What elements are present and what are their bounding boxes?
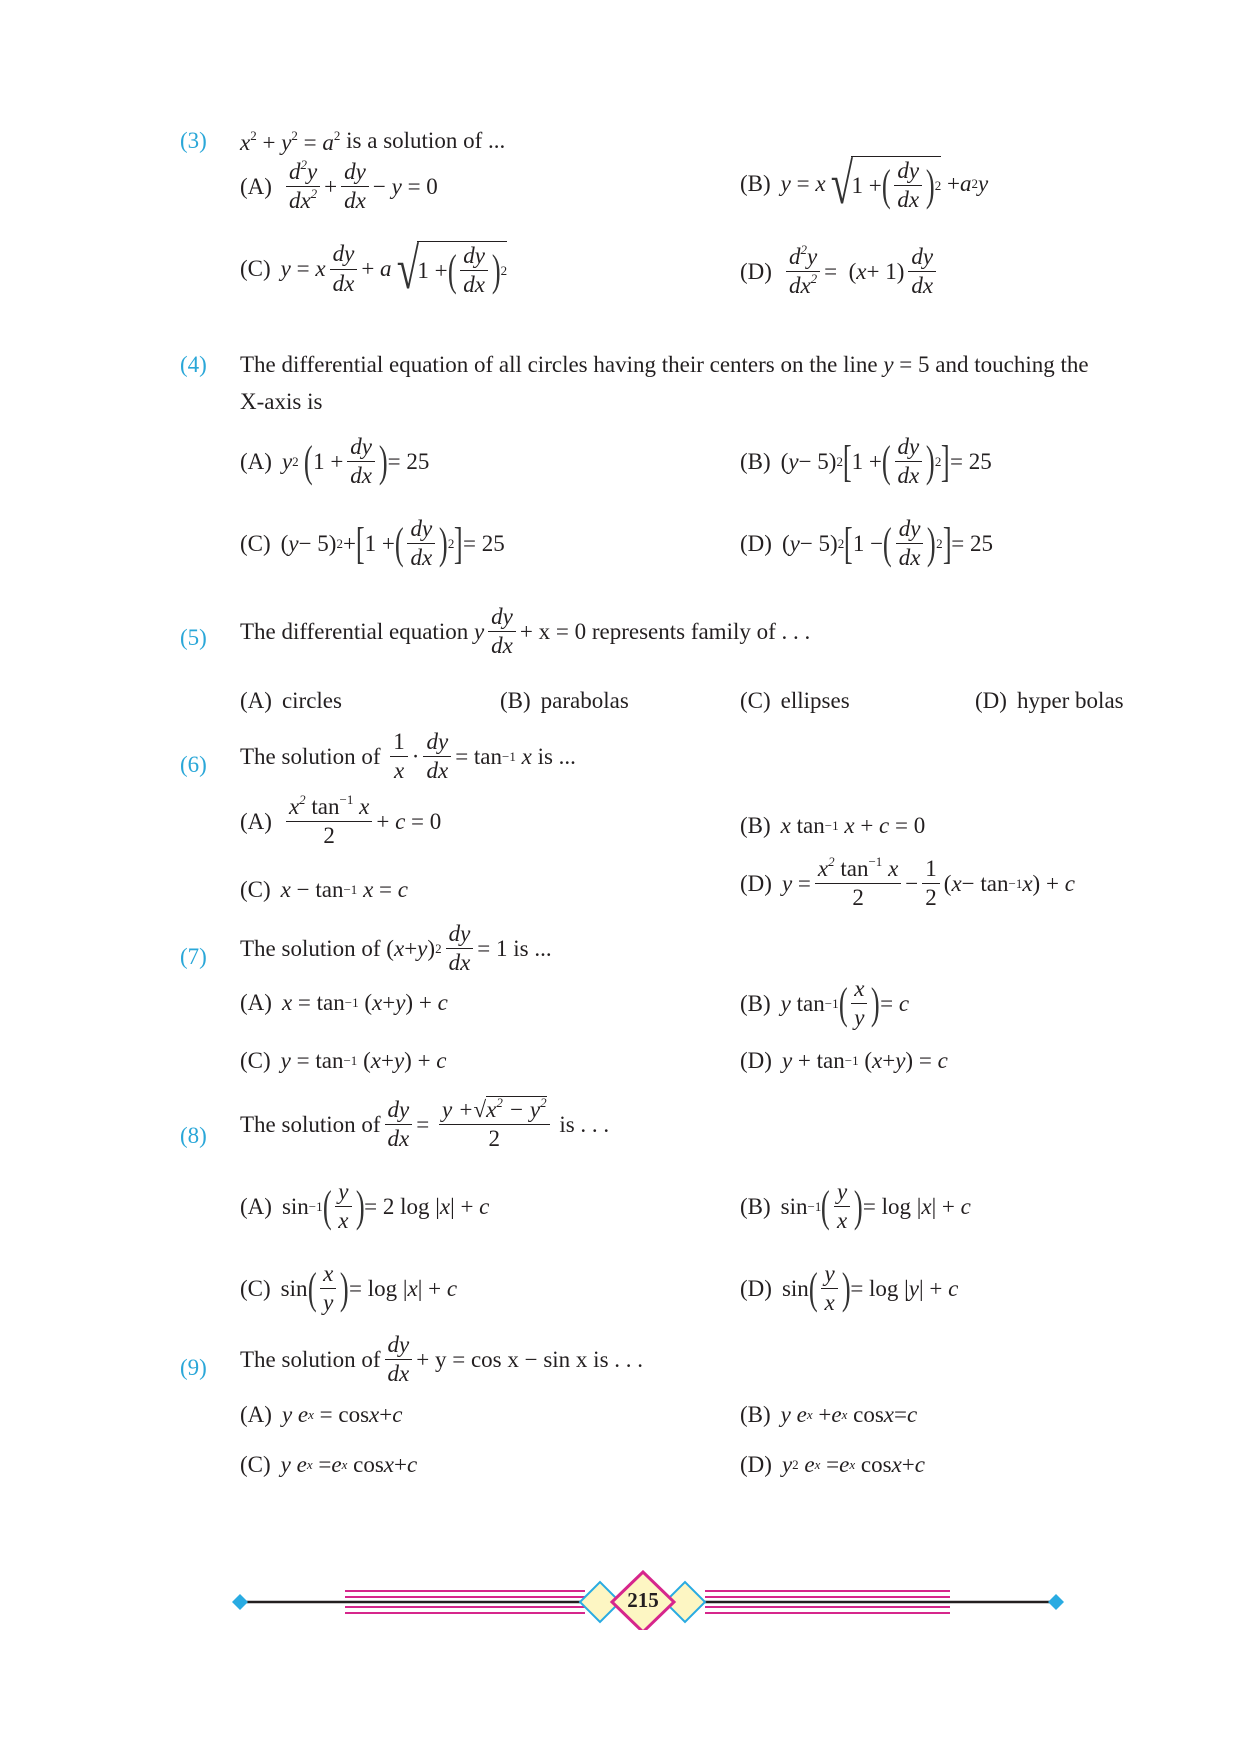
option-b[interactable]: (B) ( y − 5) 2 [ 1 + ( $\frac{dy}{dx}$ ) 2 ] = 25 xyxy=(740,434,992,489)
option-d[interactable]: (D) y = $\frac{x^2 \tan^{-1} x}{2}$ − $\frac{1}{2}$ ( x − tan −1 x ) + c xyxy=(740,854,1075,911)
option-label: (B) xyxy=(740,813,771,838)
option-d[interactable]: (D) sin ( $\frac{y}{x}$ ) = log | y | + c xyxy=(740,1261,959,1316)
option-label: (D) xyxy=(740,1048,772,1073)
option-text: ellipses xyxy=(780,688,850,713)
option-label: (D) xyxy=(740,870,772,896)
option-label: (A) xyxy=(240,808,272,834)
question-stem: The solution of $\frac{dy}{dx}$ = $\frac{y +√x^2 - y^2}{2}$ is . . . xyxy=(240,1095,610,1152)
option-c[interactable] xyxy=(740,688,850,714)
option-label: (A) xyxy=(240,1402,272,1427)
option-label: (C) xyxy=(240,1048,271,1073)
stem-text: The differential equation xyxy=(240,618,469,644)
option-text: hyper bolas xyxy=(1016,688,1124,713)
option-label: (C) xyxy=(240,530,271,556)
option-b[interactable] xyxy=(500,688,629,714)
option-label: (D) xyxy=(740,1452,772,1477)
option-c[interactable]: (C) y = tan −1 ( x + y ) + c xyxy=(240,1048,447,1073)
option-label: (B) xyxy=(740,1402,771,1427)
stem-text-tail: + x = 0 represents family of . . . xyxy=(519,618,811,644)
option-label: (C) xyxy=(240,1452,271,1477)
option-label: (A) xyxy=(240,688,272,713)
question-number: (5) xyxy=(180,625,207,650)
stem-expression: $x^2 + y^2 = a^2$ xyxy=(240,127,341,155)
option-c[interactable]: (C) ( y − 5) 2 + [ 1 + ( $\frac{dy}{dx}$ ) 2 ] = 25 xyxy=(240,516,505,571)
stem-text: The solution of xyxy=(240,743,381,769)
option-d[interactable]: (D) $\frac{d^2y}{dx^2}$ = ( x + 1) $\frac{dy}{dx}$ xyxy=(740,245,940,298)
option-label: (B) xyxy=(740,171,771,196)
stem-text-tail: = 1 is ... xyxy=(477,935,552,961)
option-a[interactable]: (A) x = tan −1 ( x + y ) + c xyxy=(240,990,448,1015)
option-label: (A) xyxy=(240,173,272,199)
question-stem: The solution of ( x + y ) 2 $\frac{dy}{dx}$ = 1 is ... xyxy=(240,921,552,976)
question-stem-line2: X-axis is xyxy=(240,389,323,414)
option-label: (B) xyxy=(740,448,771,474)
question-stem: The differential equation of all circles having their centers on the line y = 5 and touching the xyxy=(240,352,1089,377)
question-number: (8) xyxy=(180,1123,207,1148)
question-number: (4) xyxy=(180,352,207,377)
option-d[interactable]: (D) y 2 e x = e x cos x + c xyxy=(740,1452,925,1477)
stem-text: is a solution of ... xyxy=(346,128,506,153)
option-text: circles xyxy=(281,688,342,713)
option-d[interactable]: (D) ( y − 5) 2 [ 1 − ( $\frac{dy}{dx}$ ) 2 ] = 25 xyxy=(740,516,994,571)
option-d[interactable] xyxy=(975,688,1124,714)
option-label: (A) xyxy=(240,990,272,1015)
option-c[interactable]: (C) y = x $\frac{dy}{dx}$ + a √ 1 + ( $\frac{dy}{dx}$ ) 2 xyxy=(240,236,508,301)
option-label: (D) xyxy=(740,258,772,284)
stem-text-tail: + y = cos x − sin x is . . . xyxy=(416,1346,644,1372)
option-a[interactable]: (A) y 2 ( 1 + $\frac{dy}{dx}$ ) = 25 xyxy=(240,434,430,489)
option-a[interactable]: (A) y e x = cos x + c xyxy=(240,1402,403,1427)
option-label: (C) xyxy=(240,877,271,902)
stem-text-tail: is . . . xyxy=(559,1111,610,1137)
stem-text: The solution of xyxy=(240,935,381,961)
option-c[interactable]: (C) sin ( $\frac{x}{y}$ ) = log | x | + c xyxy=(240,1261,458,1316)
option-label: (A) xyxy=(240,1193,272,1219)
question-number: (7) xyxy=(180,944,207,969)
stem-text: The solution of xyxy=(240,1111,381,1137)
option-label: (C) xyxy=(240,1275,271,1301)
option-c[interactable]: (C) x − tan −1 x = c xyxy=(240,877,408,902)
option-c[interactable]: (C) y e x = e x cos x + c xyxy=(240,1452,418,1477)
page-number: 215 xyxy=(627,1588,659,1612)
option-b[interactable]: (B) sin −1 ( $\frac{y}{x}$ ) = log | x | + c xyxy=(740,1179,971,1234)
option-label: (D) xyxy=(975,688,1007,713)
option-label: (C) xyxy=(740,688,771,713)
question-stem xyxy=(240,128,505,156)
question-stem: The differential equation y $\frac{dy}{dx}$ + x = 0 represents family of . . . xyxy=(240,604,811,659)
stem-text-tail: = 5 and touching the xyxy=(899,352,1089,377)
option-label: (C) xyxy=(240,256,271,281)
question-number: (3) xyxy=(180,128,207,153)
option-b[interactable]: (B) x tan −1 x + c = 0 xyxy=(740,813,926,838)
option-a[interactable] xyxy=(240,688,342,714)
option-label: (A) xyxy=(240,448,272,474)
option-d[interactable]: (D) y + tan −1 ( x + y ) = c xyxy=(740,1048,948,1073)
option-text: parabolas xyxy=(540,688,629,713)
option-label: (B) xyxy=(740,990,771,1016)
stem-text: The differential equation of all circles having their centers on the line xyxy=(240,352,878,377)
question-number: (9) xyxy=(180,1355,207,1380)
option-b[interactable]: (B) y tan −1 ( $\frac{x}{y}$ ) = c xyxy=(740,976,910,1031)
question-stem: The solution of $\frac{dy}{dx}$ + y = cos x − sin x is . . . xyxy=(240,1332,644,1387)
question-number: (6) xyxy=(180,752,207,777)
option-a[interactable]: (A) sin −1 ( $\frac{y}{x}$ ) = 2 log | x | + c xyxy=(240,1179,490,1234)
option-label: (B) xyxy=(500,688,531,713)
option-label: (D) xyxy=(740,1275,772,1301)
option-label: (D) xyxy=(740,530,772,556)
stem-text-tail: is ... xyxy=(537,743,576,769)
option-a[interactable]: (A) $\frac{d^2y}{dx^2}$ + $\frac{dy}{dx}$ − y = 0 xyxy=(240,157,438,214)
option-b[interactable]: (B) y = x √ 1 + ( $\frac{dy}{dx}$ ) 2 + a 2 y xyxy=(740,151,989,216)
stem-text: The solution of xyxy=(240,1346,381,1372)
option-label: (B) xyxy=(740,1193,771,1219)
option-b[interactable]: (B) y e x + e x cos x = c xyxy=(740,1402,918,1427)
page-footer xyxy=(0,1570,1241,1630)
question-stem: The solution of $\frac{1}{x}$ · $\frac{dy}{dx}$ = tan −1 x is ... xyxy=(240,729,576,784)
option-a[interactable]: (A) $\frac{x^2 \tan^{-1} x}{2}$ + c = 0 xyxy=(240,792,442,849)
